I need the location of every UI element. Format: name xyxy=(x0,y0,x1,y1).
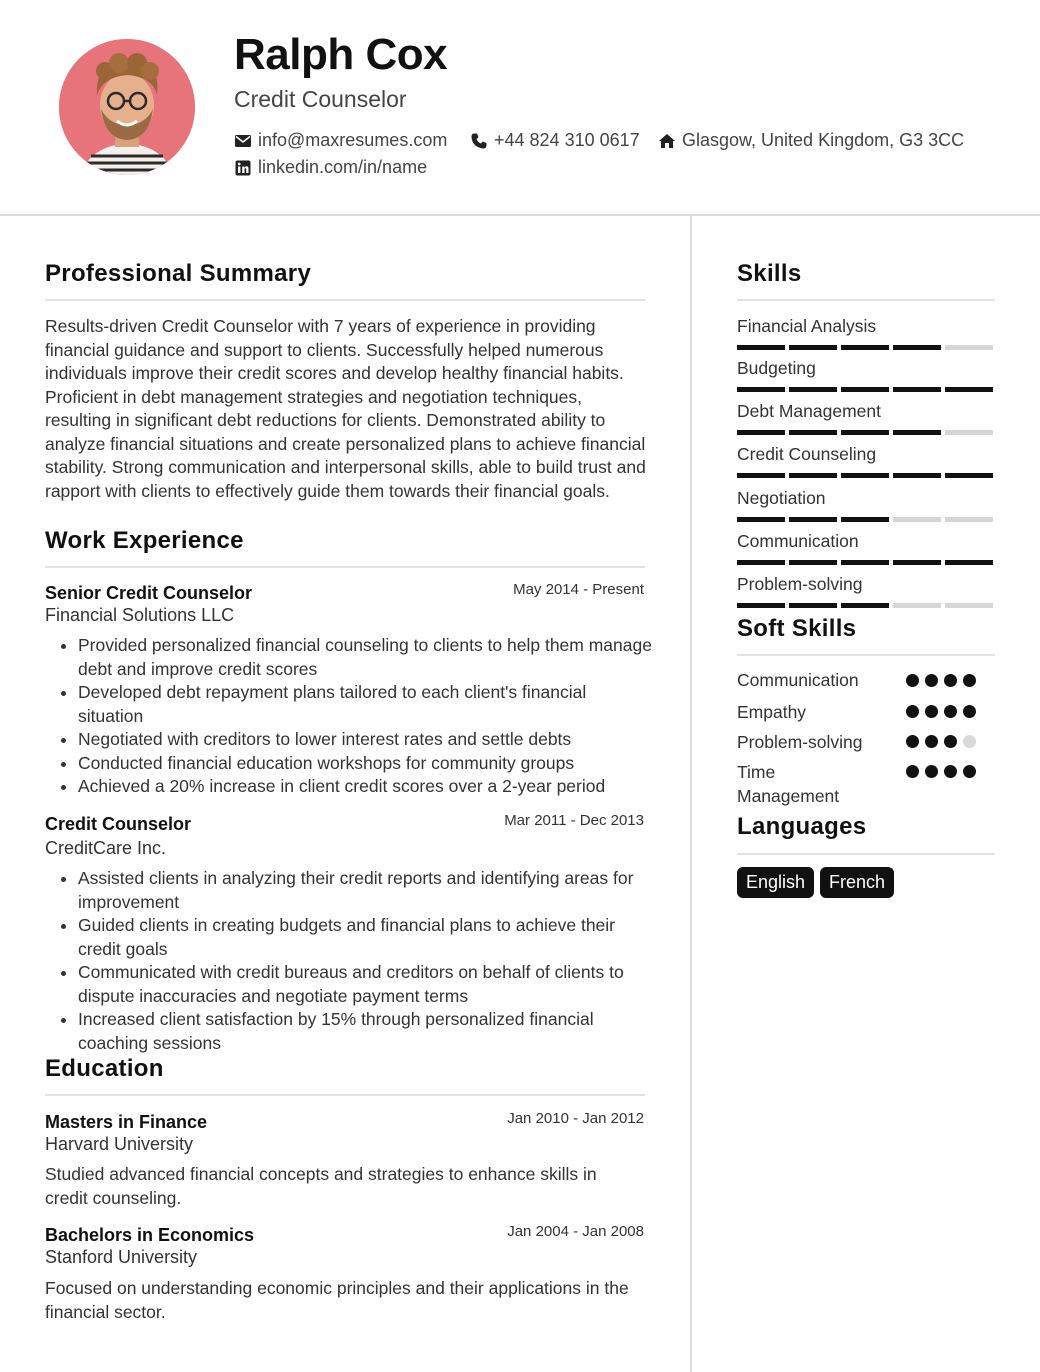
envelope-icon xyxy=(234,132,252,150)
skill-level-segment xyxy=(893,517,941,522)
skill-level-segment xyxy=(737,517,785,522)
job-dates: May 2014 - Present xyxy=(513,581,644,598)
skill-level-segment xyxy=(789,560,837,565)
soft-skill-dots xyxy=(906,705,976,718)
experience-heading: Work Experience xyxy=(45,527,244,554)
skill-level-bar xyxy=(737,560,995,565)
job-company: CreditCare Inc. xyxy=(45,838,167,858)
degree-dates: Jan 2004 - Jan 2008 xyxy=(507,1223,644,1240)
education-rule xyxy=(45,1094,645,1096)
job-company: Financial Solutions LLC xyxy=(45,605,235,625)
education-heading: Education xyxy=(45,1055,164,1082)
list-item: • Assisted clients in analyzing their credit reports and identifying areas for improvement xyxy=(78,867,654,914)
language-tag: English xyxy=(737,867,814,898)
soft-skill-name: Communication xyxy=(737,670,859,690)
list-item: • Communicated with credit bureaus and creditors on behalf of clients to dispute inaccuracies and negotiate payment terms xyxy=(78,961,654,1008)
skill-row xyxy=(737,488,995,522)
soft-skill-dots xyxy=(906,674,976,687)
soft-skill-dot xyxy=(906,735,919,748)
skill-level-bar xyxy=(737,430,995,435)
degree-dates: Jan 2010 - Jan 2012 xyxy=(507,1110,644,1127)
soft-skill-dot xyxy=(906,765,919,778)
summary-rule xyxy=(45,299,645,301)
skill-level-segment xyxy=(945,387,993,392)
soft-skill-dot xyxy=(963,705,976,718)
experience-rule xyxy=(45,566,645,568)
list-item: • Negotiated with creditors to lower interest rates and settle debts xyxy=(78,728,654,752)
soft-skill-dot xyxy=(925,735,938,748)
job-role: Credit Counselor xyxy=(45,814,192,834)
linkedin-text[interactable]: linkedin.com/in/name xyxy=(258,157,428,177)
list-item: • Developed debt repayment plans tailored to each client's financial situation xyxy=(78,681,654,728)
phone-icon xyxy=(470,132,488,150)
soft-skill-dot xyxy=(925,705,938,718)
skill-level-segment xyxy=(789,603,837,608)
job-bullets xyxy=(46,867,654,1055)
languages-rule xyxy=(737,853,995,855)
job-bullets xyxy=(46,634,654,799)
linkedin-icon xyxy=(234,159,252,177)
soft-skill-name: Problem-solving xyxy=(737,732,863,752)
skill-level-segment xyxy=(945,345,993,350)
skills-heading: Skills xyxy=(737,260,802,287)
location-text: Glasgow, United Kingdom, G3 3CC xyxy=(682,130,965,150)
job-role: Senior Credit Counselor xyxy=(45,583,253,603)
list-item: • Increased client satisfaction by 15% through personalized financial coaching sessions xyxy=(78,1008,654,1055)
skill-level-segment xyxy=(893,473,941,478)
skill-level-bar xyxy=(737,387,995,392)
skill-level-segment xyxy=(737,387,785,392)
candidate-title: Credit Counselor xyxy=(234,86,407,112)
skill-row xyxy=(737,531,995,565)
skill-name: Budgeting xyxy=(737,358,816,378)
soft-skill-dot xyxy=(925,674,938,687)
column-divider xyxy=(690,216,692,1372)
skill-level-segment xyxy=(841,473,889,478)
skill-level-segment xyxy=(945,430,993,435)
skill-level-segment xyxy=(737,473,785,478)
phone-text[interactable]: +44 824 310 0617 xyxy=(494,130,640,150)
skill-name: Communication xyxy=(737,531,859,551)
skill-level-segment xyxy=(945,517,993,522)
skill-level-segment xyxy=(945,603,993,608)
skill-row xyxy=(737,316,995,350)
skill-level-segment xyxy=(789,430,837,435)
list-item: • Conducted financial education workshops for community groups xyxy=(78,752,654,776)
degree-title: Bachelors in Economics xyxy=(45,1225,255,1245)
email-contact[interactable] xyxy=(234,130,447,151)
email-text[interactable]: info@maxresumes.com xyxy=(258,130,448,150)
location-contact xyxy=(658,130,964,151)
profile-photo xyxy=(59,39,195,175)
skill-level-segment xyxy=(789,345,837,350)
header-divider xyxy=(0,214,1040,216)
skill-level-segment xyxy=(893,345,941,350)
skill-level-segment xyxy=(737,560,785,565)
degree-description: Focused on understanding economic principles and their applications in the financial sector. xyxy=(45,1278,629,1322)
skill-level-segment xyxy=(789,387,837,392)
soft-skill-dot xyxy=(963,765,976,778)
skill-level-segment xyxy=(737,603,785,608)
soft-skill-dot xyxy=(944,735,957,748)
skill-level-segment xyxy=(893,603,941,608)
summary-text: Results-driven Credit Counselor with 7 years of experience in providing financial guidance and support to clients. Successfully helped numerous individuals improve their credit scores and develop healthy financial habits. Proficient in debt management strategies and negotiation techniques, resulting in significant debt reductions for clients. Demonstrated ability to analyze financial situations and create personalized plans to achieve financial stability. Strong communication and interpersonal skills, able to build trust and rapport with clients to effectively guide them towards their financial goals. xyxy=(45,316,646,501)
language-tag: French xyxy=(820,867,894,898)
skill-level-segment xyxy=(841,430,889,435)
soft-skill-name: Empathy xyxy=(737,702,807,722)
skill-level-segment xyxy=(789,517,837,522)
soft-skill-dot xyxy=(925,765,938,778)
school-name: Stanford University xyxy=(45,1247,198,1267)
skill-level-bar xyxy=(737,517,995,522)
summary-heading: Professional Summary xyxy=(45,260,312,287)
soft-skill-name: Time Management xyxy=(737,762,840,806)
language-tags xyxy=(737,867,894,898)
skill-level-segment xyxy=(893,387,941,392)
skill-level-segment xyxy=(945,473,993,478)
soft-skill-dot xyxy=(963,735,976,748)
portrait-illustration xyxy=(59,39,195,175)
skill-level-bar xyxy=(737,603,995,608)
list-item: • Provided personalized financial counseling to clients to help them manage debt and improve credit scores xyxy=(78,634,654,681)
skill-name: Financial Analysis xyxy=(737,316,877,336)
skill-level-segment xyxy=(841,603,889,608)
soft-skill-dot xyxy=(944,674,957,687)
soft-skill-dot xyxy=(944,705,957,718)
skill-level-bar xyxy=(737,345,995,350)
degree-title: Masters in Finance xyxy=(45,1112,208,1132)
school-name: Harvard University xyxy=(45,1134,194,1154)
skill-level-bar xyxy=(737,473,995,478)
skill-level-segment xyxy=(945,560,993,565)
soft-skill-dots xyxy=(906,765,976,778)
skill-level-segment xyxy=(841,387,889,392)
skill-level-segment xyxy=(893,560,941,565)
skill-row xyxy=(737,358,995,392)
linkedin-contact[interactable] xyxy=(234,157,427,178)
soft-skill-dot xyxy=(906,674,919,687)
skill-name: Credit Counseling xyxy=(737,444,877,464)
list-item: • Achieved a 20% increase in client credit scores over a 2-year period xyxy=(78,775,654,799)
skill-level-segment xyxy=(841,345,889,350)
soft-skill-dot xyxy=(906,705,919,718)
job-dates: Mar 2011 - Dec 2013 xyxy=(504,812,644,829)
skill-level-segment xyxy=(893,430,941,435)
skill-level-segment xyxy=(841,560,889,565)
skill-row xyxy=(737,401,995,435)
skill-name: Debt Management xyxy=(737,401,881,421)
soft-skill-dot xyxy=(963,674,976,687)
skill-row xyxy=(737,444,995,478)
resume-header xyxy=(0,0,1040,214)
skill-row xyxy=(737,574,995,608)
skill-name: Problem-solving xyxy=(737,574,863,594)
home-icon xyxy=(658,132,676,150)
soft-skills-rule xyxy=(737,654,995,656)
skill-level-segment xyxy=(737,345,785,350)
languages-heading: Languages xyxy=(737,813,867,840)
skill-level-segment xyxy=(789,473,837,478)
soft-skills-heading: Soft Skills xyxy=(737,615,857,642)
phone-contact[interactable] xyxy=(470,130,640,151)
soft-skill-dots xyxy=(906,735,976,748)
degree-description: Studied advanced financial concepts and strategies to enhance skills in credit counseling. xyxy=(45,1164,597,1208)
skill-level-segment xyxy=(737,430,785,435)
candidate-name: Ralph Cox xyxy=(234,30,448,79)
skills-rule xyxy=(737,299,995,301)
list-item: • Guided clients in creating budgets and financial plans to achieve their credit goals xyxy=(78,914,654,961)
skill-level-segment xyxy=(841,517,889,522)
skill-name: Negotiation xyxy=(737,488,826,508)
soft-skill-dot xyxy=(944,765,957,778)
